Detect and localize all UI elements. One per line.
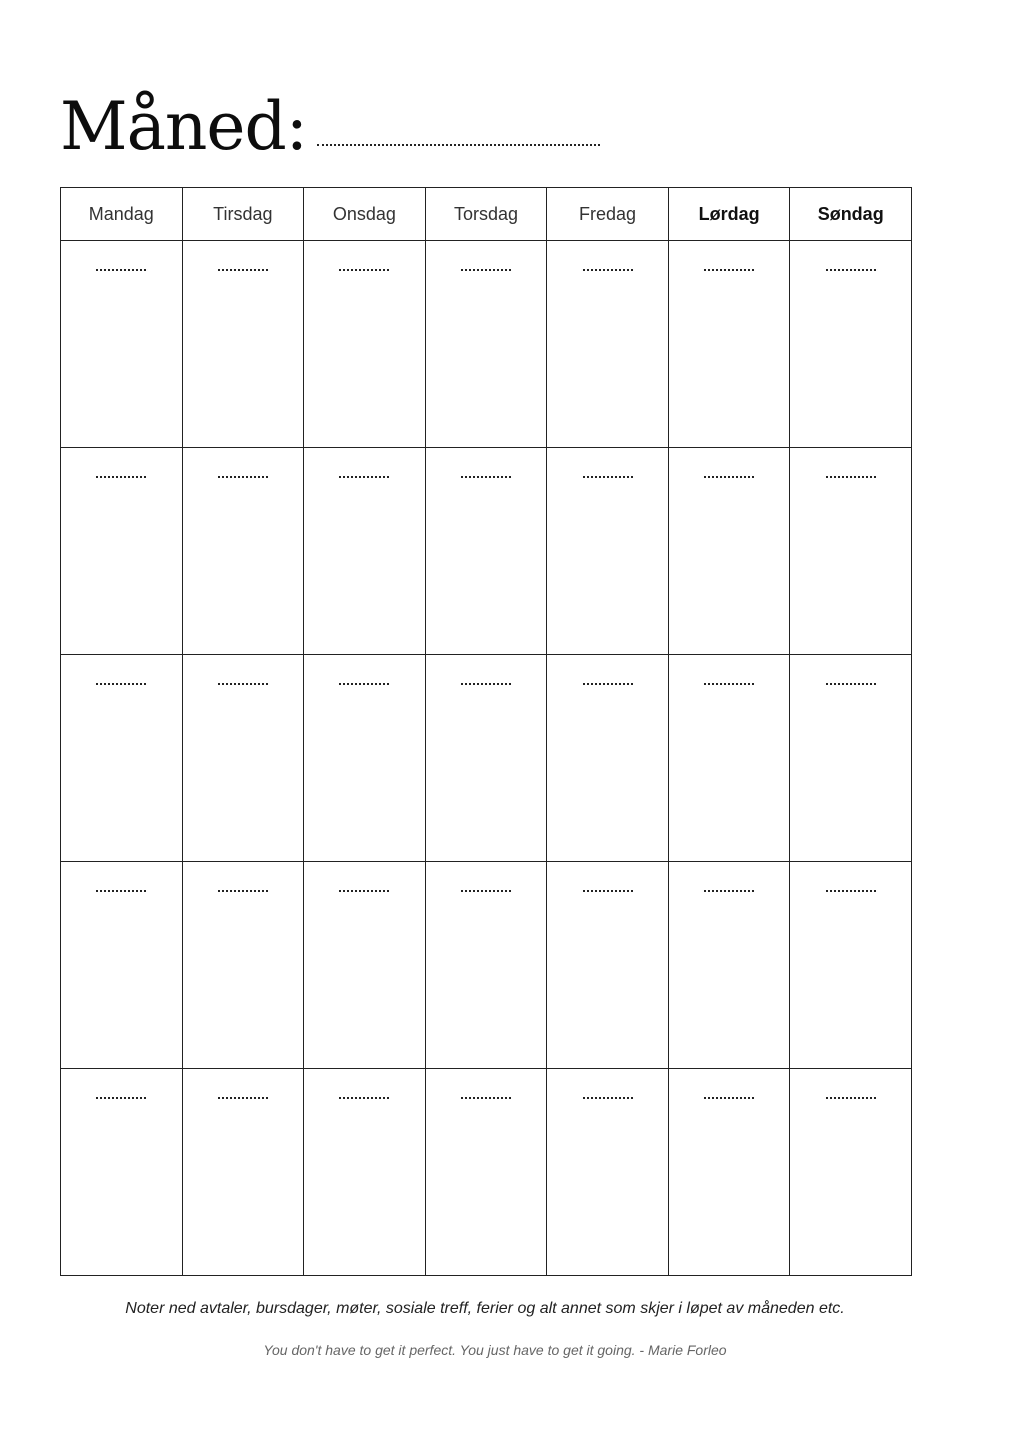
week-row [61, 241, 912, 448]
date-fill-line[interactable] [583, 683, 633, 685]
day-cell[interactable] [790, 1069, 912, 1276]
day-cell[interactable] [668, 1069, 790, 1276]
date-fill-line[interactable] [704, 890, 754, 892]
day-cell[interactable] [182, 1069, 304, 1276]
page-title: Måned: [60, 88, 307, 165]
day-cell[interactable] [425, 655, 547, 862]
calendar-grid [60, 187, 912, 1276]
day-cell[interactable] [425, 1069, 547, 1276]
week-row [61, 1069, 912, 1276]
date-fill-line[interactable] [826, 1097, 876, 1099]
day-cell[interactable] [547, 862, 669, 1069]
day-cell[interactable] [182, 448, 304, 655]
date-fill-line[interactable] [583, 1097, 633, 1099]
date-fill-line[interactable] [96, 1097, 146, 1099]
day-cell[interactable] [547, 448, 669, 655]
day-cell[interactable] [668, 655, 790, 862]
date-fill-line[interactable] [583, 890, 633, 892]
date-fill-line[interactable] [218, 476, 268, 478]
day-cell[interactable] [304, 241, 426, 448]
month-fill-line[interactable] [317, 144, 600, 146]
date-fill-line[interactable] [339, 890, 389, 892]
day-cell[interactable] [61, 448, 183, 655]
date-fill-line[interactable] [96, 890, 146, 892]
day-cell[interactable] [182, 241, 304, 448]
date-fill-line[interactable] [461, 683, 511, 685]
weekday-header-row [61, 188, 912, 241]
day-cell[interactable] [425, 448, 547, 655]
date-fill-line[interactable] [826, 476, 876, 478]
weekday-header: Mandag [61, 188, 183, 241]
date-fill-line[interactable] [339, 476, 389, 478]
date-fill-line[interactable] [461, 890, 511, 892]
date-fill-line[interactable] [218, 683, 268, 685]
day-cell[interactable] [668, 241, 790, 448]
date-fill-line[interactable] [704, 476, 754, 478]
day-cell[interactable] [304, 1069, 426, 1276]
day-cell[interactable] [61, 862, 183, 1069]
date-fill-line[interactable] [339, 683, 389, 685]
date-fill-line[interactable] [96, 269, 146, 271]
day-cell[interactable] [304, 862, 426, 1069]
date-fill-line[interactable] [96, 476, 146, 478]
date-fill-line[interactable] [218, 269, 268, 271]
date-fill-line[interactable] [704, 269, 754, 271]
day-cell[interactable] [790, 448, 912, 655]
date-fill-line[interactable] [218, 890, 268, 892]
date-fill-line[interactable] [339, 269, 389, 271]
week-row [61, 448, 912, 655]
day-cell[interactable] [790, 655, 912, 862]
day-cell[interactable] [425, 241, 547, 448]
day-cell[interactable] [790, 862, 912, 1069]
date-fill-line[interactable] [461, 476, 511, 478]
week-row [61, 655, 912, 862]
day-cell[interactable] [790, 241, 912, 448]
day-cell[interactable] [668, 862, 790, 1069]
weekday-header: Søndag [790, 188, 912, 241]
date-fill-line[interactable] [826, 269, 876, 271]
date-fill-line[interactable] [96, 683, 146, 685]
date-fill-line[interactable] [339, 1097, 389, 1099]
week-row [61, 862, 912, 1069]
weekday-header: Torsdag [425, 188, 547, 241]
date-fill-line[interactable] [461, 269, 511, 271]
day-cell[interactable] [182, 862, 304, 1069]
day-cell[interactable] [547, 241, 669, 448]
date-fill-line[interactable] [461, 1097, 511, 1099]
date-fill-line[interactable] [826, 683, 876, 685]
day-cell[interactable] [304, 448, 426, 655]
day-cell[interactable] [547, 655, 669, 862]
day-cell[interactable] [668, 448, 790, 655]
quote: You don't have to get it perfect. You just have to get it going. - Marie Forleo [263, 1342, 727, 1358]
weekday-header: Lørdag [668, 188, 790, 241]
date-fill-line[interactable] [583, 476, 633, 478]
weekday-header: Onsdag [304, 188, 426, 241]
day-cell[interactable] [61, 655, 183, 862]
day-cell[interactable] [425, 862, 547, 1069]
day-cell[interactable] [61, 1069, 183, 1276]
notes-instruction: Noter ned avtaler, bursdager, møter, sosiale treff, ferier og alt annet som skjer i løpet av måneden etc. [125, 1300, 845, 1317]
day-cell[interactable] [547, 1069, 669, 1276]
title-row [60, 70, 600, 165]
date-fill-line[interactable] [218, 1097, 268, 1099]
day-cell[interactable] [182, 655, 304, 862]
day-cell[interactable] [304, 655, 426, 862]
weekday-header: Fredag [547, 188, 669, 241]
date-fill-line[interactable] [704, 683, 754, 685]
weekday-header: Tirsdag [182, 188, 304, 241]
day-cell[interactable] [61, 241, 183, 448]
date-fill-line[interactable] [583, 269, 633, 271]
date-fill-line[interactable] [704, 1097, 754, 1099]
date-fill-line[interactable] [826, 890, 876, 892]
